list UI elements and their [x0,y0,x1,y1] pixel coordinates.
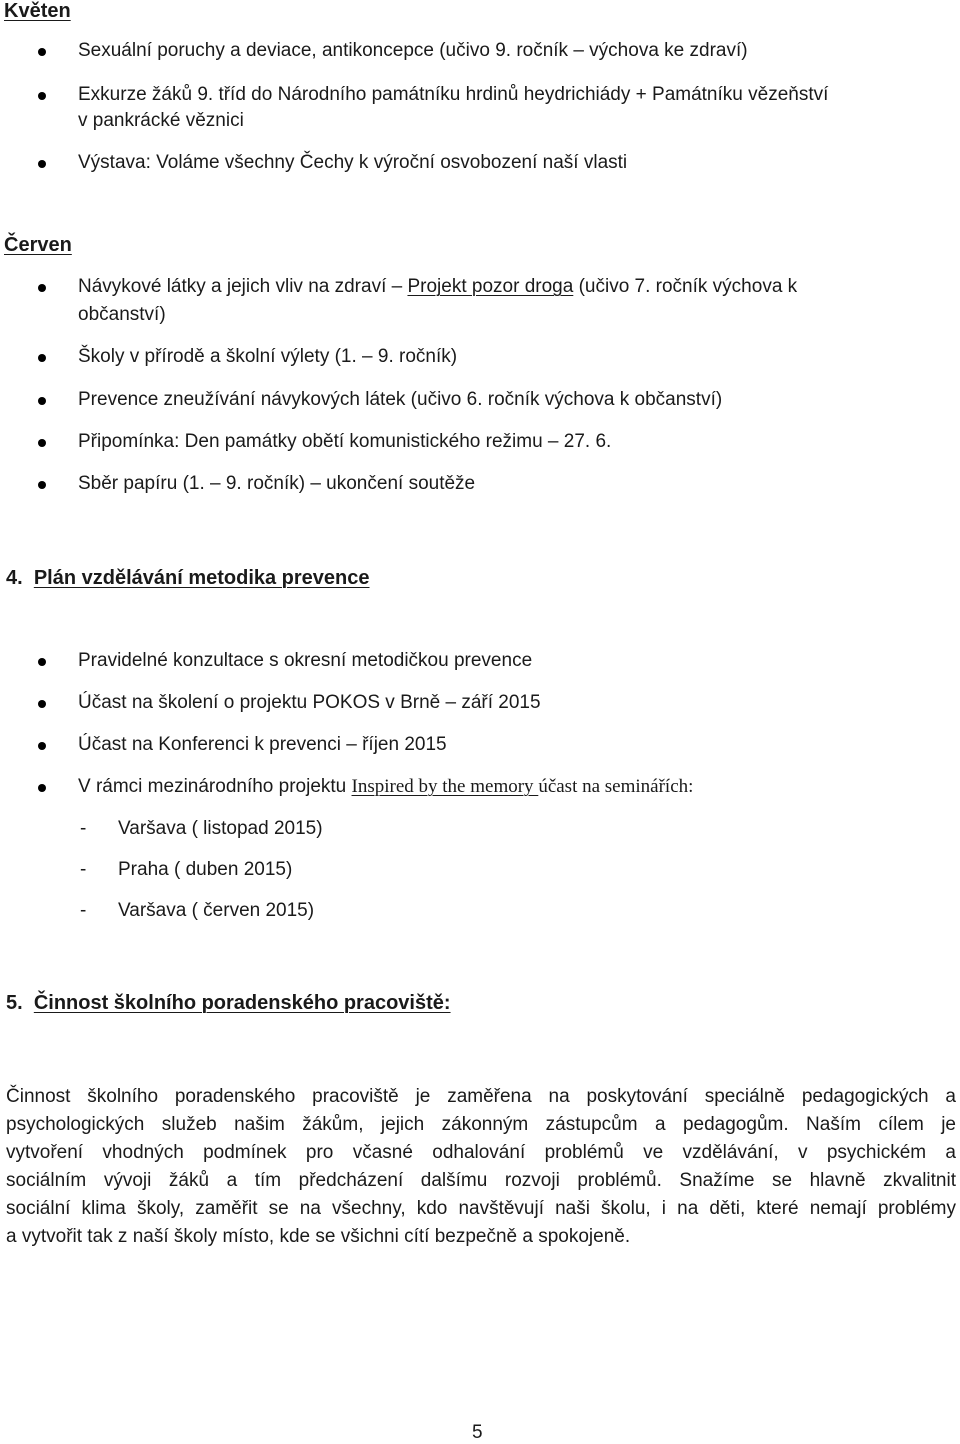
dash-list-item: Varšava ( listopad 2015) [118,818,323,839]
paragraph-line: vytvoření vhodných podmínek pro včasné odhalování problémů ve vzdělávání, v psychickém a [6,1142,956,1163]
section-heading-cerven: Červen [4,234,72,256]
list-item: Sexuální poruchy a deviace, antikoncepce (učivo 9. ročník – výchova ke zdraví) [78,40,748,61]
bullet-icon [38,160,46,168]
bullet-icon [38,397,46,405]
dash-marker: - [80,859,87,880]
section-title: Činnost školního poradenského pracoviště: [33,992,451,1014]
paragraph-line: sociálním vývoji žáků a tím předcházení dalšímu rozvoji problémů. Snažíme se hlavně zkvalitnit [6,1170,956,1191]
bullet-icon [38,481,46,489]
section-number: 5. [6,992,23,1014]
dash-list-item: Praha ( duben 2015) [118,859,293,880]
bullet-icon [38,48,46,56]
section-heading-kveten: Květen [4,0,71,22]
list-item: Účast na školení o projektu POKOS v Brně – září 2015 [78,692,541,713]
list-item: Pravidelné konzultace s okresní metodičkou prevence [78,650,533,671]
list-item [78,276,797,298]
list-item: Účast na Konferenci k prevenci – říjen 2015 [78,734,447,755]
dash-list-item: Varšava ( červen 2015) [118,900,315,921]
list-item: Připomínka: Den památky obětí komunistického režimu – 27. 6. [78,431,612,452]
bullet-icon [38,354,46,362]
list-item-continuation: v pankrácké věznici [78,110,244,131]
list-item-text: Návykové látky a jejich vliv na zdraví – [78,276,408,297]
project-name: Inspired by the memory [351,776,539,797]
bullet-icon [38,92,46,100]
paragraph-line: psychologických služeb našim žákům, jejich zákonným zástupcům a pedagogům. Naším cílem je [6,1114,956,1135]
project-link: Projekt pozor droga [407,276,574,297]
list-item: Prevence zneužívání návykových látek (učivo 6. ročník výchova k občanství) [78,389,723,410]
list-item [78,776,693,798]
page-number: 5 [472,1422,483,1443]
dash-marker: - [80,900,87,921]
list-item: Sběr papíru (1. – 9. ročník) – ukončení soutěže [78,473,476,494]
list-item: Výstava: Voláme všechny Čechy k výroční osvobození naší vlasti [78,152,628,173]
list-item-text: (učivo 7. ročník výchova k [573,276,798,297]
bullet-icon [38,700,46,708]
bullet-icon [38,284,46,292]
paragraph-line: a vytvořit tak z naší školy místo, kde se všichni cítí bezpečně a spokojeně. [6,1226,631,1247]
section-number: 4. [6,567,23,589]
bullet-icon [38,742,46,750]
list-item: Exkurze žáků 9. tříd do Národního památníku hrdinů heydrichiády + Památníku vězeňství [78,84,829,105]
list-item: Školy v přírodě a školní výlety (1. – 9. ročník) [78,346,458,367]
paragraph-line: sociální klima školy, zaměřit se na všechny, kdo navštěvují naši školu, i na děti, které nemají problémy [6,1198,956,1219]
list-item-text: V rámci mezinárodního projektu [78,776,352,797]
dash-marker: - [80,818,87,839]
section-heading-plan [6,567,370,590]
bullet-icon [38,439,46,447]
section-title: Plán vzdělávání metodika prevence [33,567,370,589]
section-heading-poradenstvi [6,992,451,1015]
list-item-text: účast na seminářích: [538,776,694,797]
list-item-continuation: občanství) [78,304,166,325]
bullet-icon [38,658,46,666]
bullet-icon [38,784,46,792]
paragraph [6,1083,956,1251]
paragraph-line: Činnost školního poradenského pracoviště je zaměřena na poskytování speciálně pedagogických a [6,1086,956,1107]
